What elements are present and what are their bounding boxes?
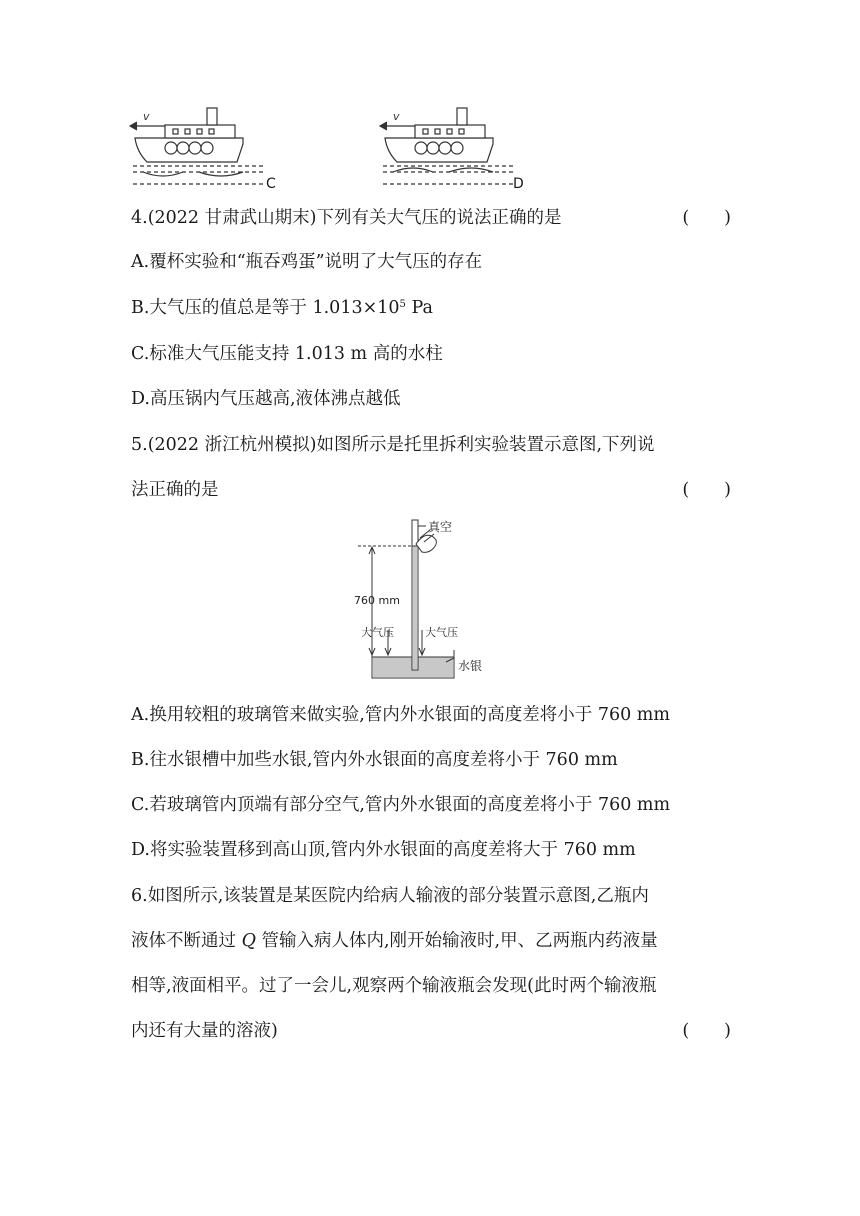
q4-option-d: D.高压锅内气压越高,液体沸点越低 <box>131 389 401 409</box>
q5-option-c: C.若玻璃管内顶端有部分空气,管内外水银面的高度差将小于 760 mm <box>131 795 671 815</box>
option-d-label: D <box>513 176 524 192</box>
q4-option-c: C.标准大气压能支持 1.013 m 高的水柱 <box>131 344 443 364</box>
ship-figure-d <box>375 100 535 192</box>
mercury-label: 水银 <box>458 659 483 673</box>
hand-icon <box>416 535 436 552</box>
q6-line4: 内还有大量的溶液) <box>131 1021 278 1041</box>
q5-option-d: D.将实验装置移到高山顶,管内外水银面的高度差将大于 760 mm <box>131 840 636 860</box>
pressure-right-label: 大气压 <box>425 626 458 639</box>
vacuum-label: 真空 <box>428 520 453 534</box>
pressure-left-label: 大气压 <box>361 626 394 639</box>
q4-answer-paren[interactable]: ( ) <box>682 208 731 228</box>
q5-option-a: A.换用较粗的玻璃管来做实验,管内外水银面的高度差将小于 760 mm <box>131 705 670 725</box>
q5-option-b: B.往水银槽中加些水银,管内外水银面的高度差将小于 760 mm <box>131 750 618 770</box>
ship-cabin <box>165 125 235 138</box>
q6-line2: 液体不断通过 Q 管输入病人体内,刚开始输液时,甲、乙两瓶内药液量 <box>131 931 658 951</box>
torricelli-figure <box>350 512 510 682</box>
q6-line3: 相等,液面相平。过了一会儿,观察两个输液瓶会发现(此时两个输液瓶 <box>131 976 657 996</box>
q6-answer-paren[interactable]: ( ) <box>682 1021 731 1041</box>
ship-figure-c <box>125 100 285 192</box>
q4-option-b: B.大气压的值总是等于 $1.013\times 10^5$ Pa <box>131 298 433 318</box>
q6-line1: 6.如图所示,该装置是某医院内给病人输液的部分装置示意图,乙瓶内 <box>131 886 649 906</box>
q5-stem-line1: 5.(2022 浙江杭州模拟)如图所示是托里拆利实验装置示意图,下列说 <box>131 435 655 455</box>
q4-option-a: A.覆杯实验和“瓶吞鸡蛋”说明了大气压的存在 <box>131 252 483 272</box>
option-c-label: C <box>266 176 276 192</box>
velocity-label: v <box>143 110 150 123</box>
q5-stem-line2: 法正确的是 <box>131 480 219 500</box>
q5-answer-paren[interactable]: ( ) <box>682 480 731 500</box>
svg-text:v: v <box>393 110 400 123</box>
q4-stem: 4.(2022 甘肃武山期末)下列有关大气压的说法正确的是 <box>131 208 562 228</box>
height-label: 760 mm <box>354 594 400 607</box>
